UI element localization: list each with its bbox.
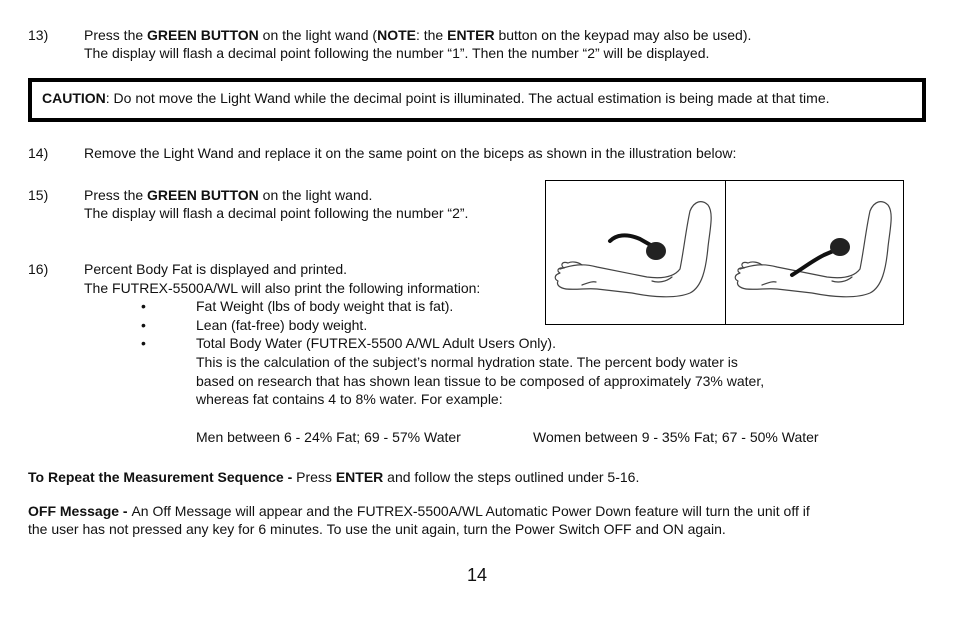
off-message-line-1: OFF Message - An Off Message will appear and the FUTREX-5500A/WL Automatic Power Down feature will turn the unit off if (28, 503, 810, 519)
bullet-2-text: Lean (fat-free) body weight. (196, 317, 368, 333)
step-16-line-2: The FUTREX-5500A/WL will also print the following information: (84, 280, 481, 296)
step-15-line-1: Press the GREEN BUTTON on the light wand. (84, 187, 373, 203)
step-14-number: 14) (28, 145, 49, 161)
women-example: Women between 9 - 35% Fat; 67 - 50% Water (533, 429, 819, 445)
biceps-illustration (545, 180, 904, 325)
bullet-3-text: Total Body Water (FUTREX-5500 A/WL Adult Users Only). (196, 335, 556, 351)
page-number: 14 (466, 565, 488, 585)
step-13-line-2: The display will flash a decimal point following the number “1”. Then the number “2” will be displayed. (84, 45, 710, 61)
caution-box (28, 78, 926, 122)
bullet-1-text: Fat Weight (lbs of body weight that is fat). (196, 298, 454, 314)
arm-wand-position-2-icon (732, 189, 900, 314)
water-paragraph-line-3: whereas fat contains 4 to 8% water. For example: (196, 391, 503, 407)
step-13-number: 13) (28, 27, 49, 43)
step-14-text: Remove the Light Wand and replace it on the same point on the biceps as shown in the illustration below: (84, 145, 737, 161)
bullet-3: • (141, 335, 146, 351)
figure-divider (725, 181, 726, 324)
bullet-1: • (141, 298, 146, 314)
caution-text: CAUTION: Do not move the Light Wand while the decimal point is illuminated. The actual estimation is being made at that time. (42, 90, 830, 106)
off-message-line-2: the user has not pressed any key for 6 minutes. To use the unit again, turn the Power Switch OFF and ON again. (28, 521, 726, 537)
step-15-number: 15) (28, 187, 49, 203)
step-13-line-1: Press the GREEN BUTTON on the light wand (NOTE: the ENTER button on the keypad may also be used). (84, 27, 752, 43)
arm-wand-position-1-icon (552, 189, 720, 314)
step-15-line-2: The display will flash a decimal point following the number “2”. (84, 205, 469, 221)
water-paragraph-line-1: This is the calculation of the subject’s normal hydration state. The percent body water is (196, 354, 738, 370)
step-16-number: 16) (28, 261, 49, 277)
water-paragraph-line-2: based on research that has shown lean tissue to be composed of approximately 73% water, (196, 373, 765, 389)
step-16-line-1: Percent Body Fat is displayed and printed. (84, 261, 348, 277)
men-example: Men between 6 - 24% Fat; 69 - 57% Water (196, 429, 461, 445)
repeat-sequence-note: To Repeat the Measurement Sequence - Press ENTER and follow the steps outlined under 5-16. (28, 469, 640, 485)
bullet-2: • (141, 317, 146, 333)
